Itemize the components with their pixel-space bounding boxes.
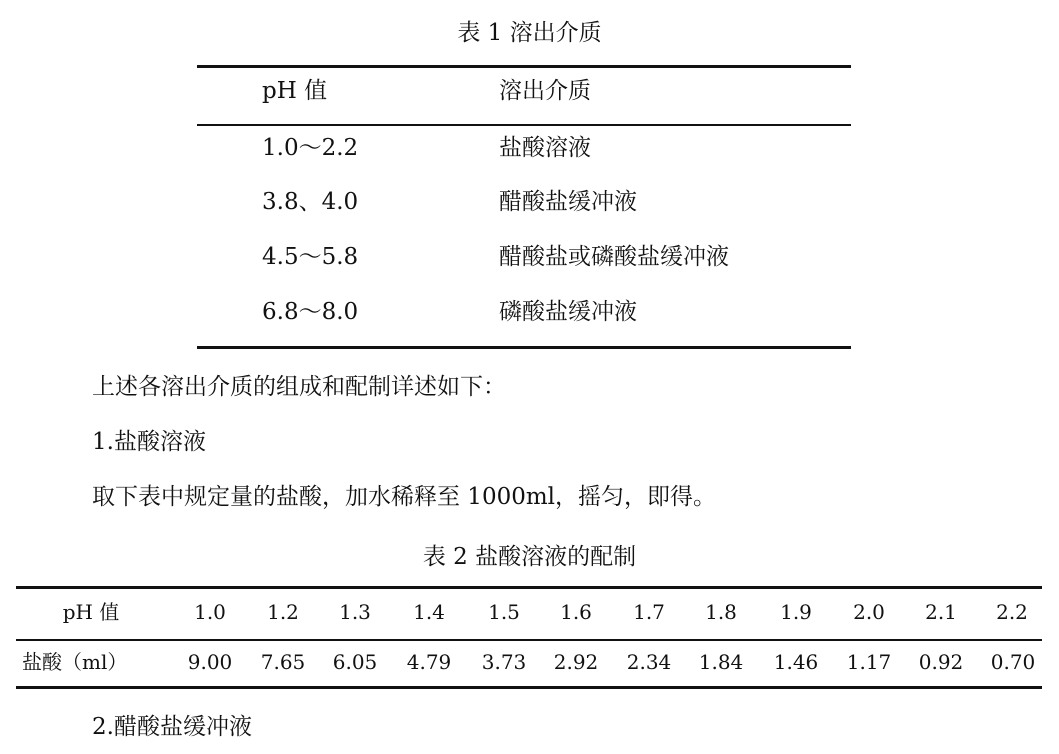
- table2-ph-cell: 1.8: [705, 600, 737, 624]
- table1-cell-ph: 3.8、4.0: [262, 189, 359, 215]
- table2-middle-rule: [16, 639, 1042, 641]
- table2-hcl-cell: 0.70: [990, 650, 1036, 674]
- table1-header-rule: [197, 124, 851, 126]
- table2-hcl-cell: 4.79: [406, 650, 452, 674]
- table2-ph-cell: 1.4: [413, 600, 445, 624]
- table2-hcl-cell: 9.00: [187, 650, 233, 674]
- table2-ph-cell: 1.2: [267, 600, 299, 624]
- table2-ph-cell: 1.7: [633, 600, 665, 624]
- table2-hcl-cell: 0.92: [918, 650, 964, 674]
- table1-cell-ph: 6.8～8.0: [262, 299, 359, 325]
- table2-ph-cell: 1.0: [194, 600, 226, 624]
- table1-cell-medium: 磷酸盐缓冲液: [499, 299, 637, 325]
- table2-ph-cell: 1.6: [560, 600, 592, 624]
- section1-heading: 1.盐酸溶液: [92, 429, 206, 455]
- table2-ph-cell: 2.2: [996, 600, 1028, 624]
- table1-header-ph: pH 值: [262, 78, 328, 104]
- table1-top-rule: [197, 65, 851, 68]
- table2-row-label-ph: pH 值: [62, 600, 120, 624]
- table2-bottom-rule: [16, 686, 1042, 689]
- table2-hcl-cell: 2.92: [553, 650, 599, 674]
- table1-cell-medium: 盐酸溶液: [499, 135, 591, 161]
- table2-hcl-cell: 2.34: [626, 650, 672, 674]
- table2-ph-cell: 1.9: [780, 600, 812, 624]
- table2-hcl-cell: 3.73: [481, 650, 527, 674]
- table1-header-medium: 溶出介质: [499, 78, 591, 104]
- table2-hcl-cell: 1.46: [773, 650, 819, 674]
- table2-hcl-cell: 7.65: [260, 650, 306, 674]
- table2-top-rule: [16, 586, 1042, 589]
- table2-ph-cell: 2.0: [853, 600, 885, 624]
- section2-heading: 2.醋酸盐缓冲液: [92, 714, 252, 740]
- table1-caption: 表 1 溶出介质: [457, 20, 602, 46]
- table1-cell-ph: 1.0～2.2: [262, 135, 359, 161]
- table2-ph-cell: 2.1: [925, 600, 957, 624]
- intro-paragraph: 上述各溶出介质的组成和配制详述如下：: [92, 374, 506, 400]
- table1-cell-medium: 醋酸盐缓冲液: [499, 189, 637, 215]
- table2-hcl-cell: 1.17: [846, 650, 892, 674]
- table1-cell-ph: 4.5～5.8: [262, 244, 359, 270]
- table2-row-hcl: [16, 647, 1042, 677]
- table2-row-label-hcl: 盐酸（ml）: [22, 650, 128, 674]
- table1-cell-medium: 醋酸盐或磷酸盐缓冲液: [499, 244, 729, 270]
- table1-bottom-rule: [197, 346, 851, 349]
- table2-caption: 表 2 盐酸溶液的配制: [422, 544, 637, 570]
- table2-row-ph: [16, 597, 1042, 627]
- table2-ph-cell: 1.5: [488, 600, 520, 624]
- table2-hcl-cell: 1.84: [698, 650, 744, 674]
- table2-ph-cell: 1.3: [339, 600, 371, 624]
- table2-hcl-cell: 6.05: [332, 650, 378, 674]
- section1-instruction: 取下表中规定量的盐酸，加水稀释至 1000ml，摇匀，即得。: [92, 484, 717, 510]
